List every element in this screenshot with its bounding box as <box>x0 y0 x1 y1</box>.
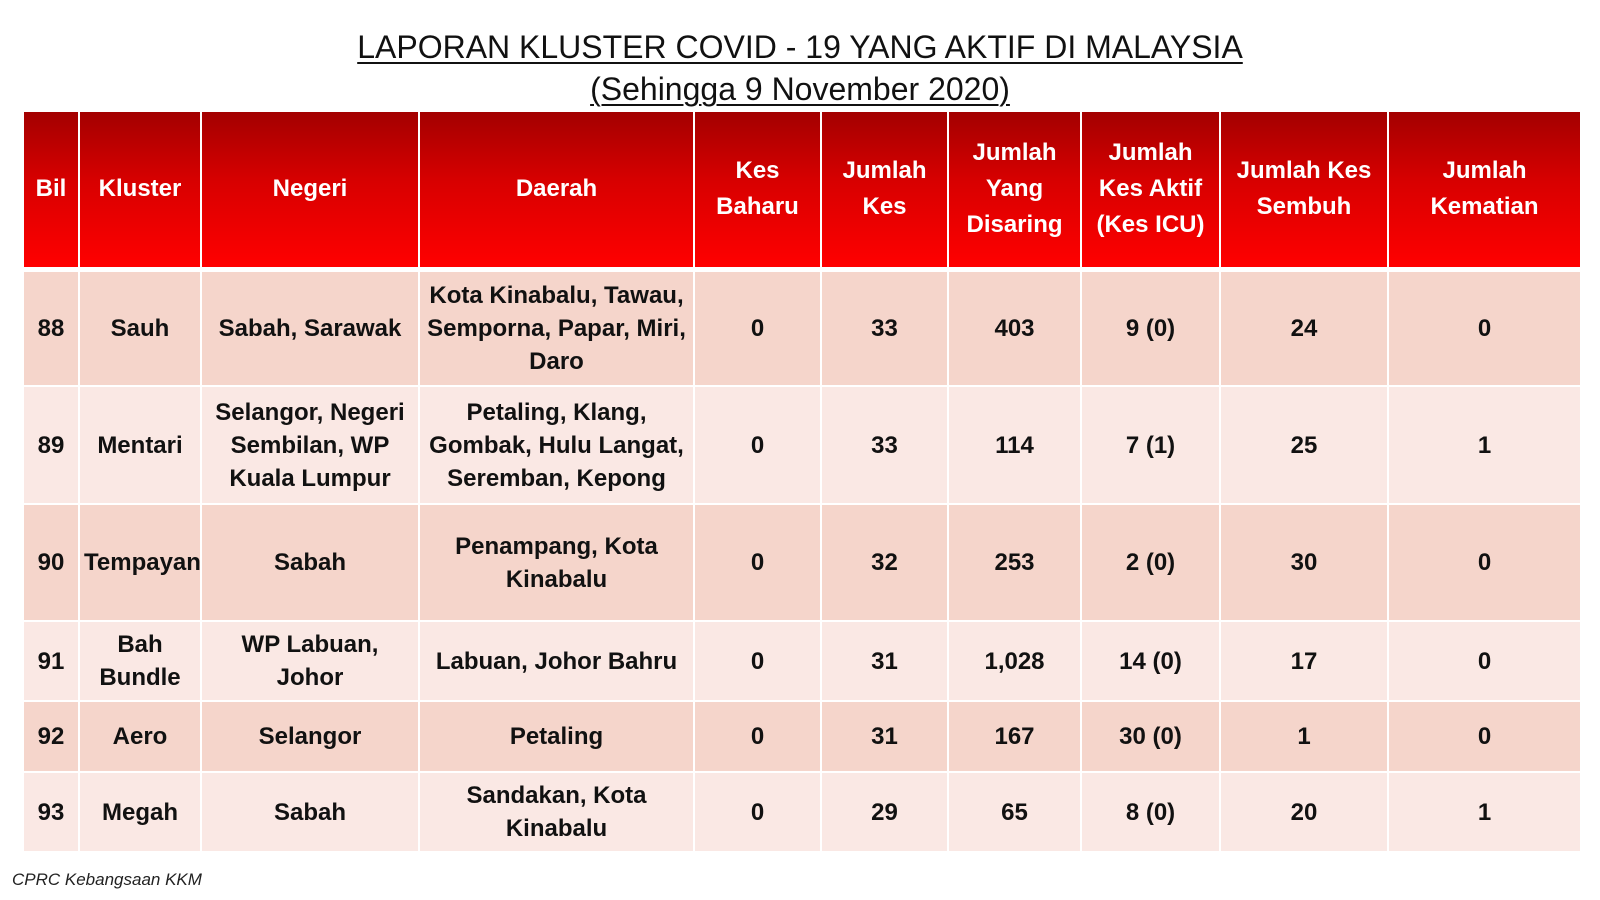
cell-disaring: 253 <box>948 504 1081 621</box>
cell-kluster: Sauh <box>79 269 201 386</box>
header-negeri: Negeri <box>201 111 419 269</box>
table-row <box>23 386 1581 504</box>
cell-daerah: Petaling <box>419 701 694 772</box>
table-row <box>23 701 1581 772</box>
cell-bil: 88 <box>23 269 79 386</box>
cell-kes-sembuh: 20 <box>1220 772 1388 852</box>
cell-kluster: Megah <box>79 772 201 852</box>
cell-kluster: Mentari <box>79 386 201 504</box>
cell-jumlah-kes: 31 <box>821 701 948 772</box>
cell-disaring: 1,028 <box>948 621 1081 701</box>
table-row <box>23 504 1581 621</box>
header-kluster: Kluster <box>79 111 201 269</box>
cell-kes-sembuh: 24 <box>1220 269 1388 386</box>
cell-kematian: 1 <box>1388 772 1581 852</box>
cell-daerah: Labuan, Johor Bahru <box>419 621 694 701</box>
cell-daerah: Sandakan, Kota Kinabalu <box>419 772 694 852</box>
cell-jumlah-kes: 29 <box>821 772 948 852</box>
cell-daerah: Penampang, Kota Kinabalu <box>419 504 694 621</box>
table-row <box>23 772 1581 852</box>
cell-kes-baharu: 0 <box>694 701 821 772</box>
cell-kes-baharu: 0 <box>694 621 821 701</box>
cell-daerah: Petaling, Klang, Gombak, Hulu Langat, Seremban, Kepong <box>419 386 694 504</box>
cell-kes-aktif: 7 (1) <box>1081 386 1220 504</box>
cell-kes-aktif: 30 (0) <box>1081 701 1220 772</box>
cell-kes-baharu: 0 <box>694 504 821 621</box>
cell-negeri: Selangor, Negeri Sembilan, WP Kuala Lumpur <box>201 386 419 504</box>
cell-kematian: 0 <box>1388 504 1581 621</box>
cell-disaring: 114 <box>948 386 1081 504</box>
cell-bil: 92 <box>23 701 79 772</box>
title-line-2: (Sehingga 9 November 2020) <box>590 71 1010 107</box>
header-jumlah-disaring: Jumlah Yang Disaring <box>948 111 1081 269</box>
cell-kes-baharu: 0 <box>694 386 821 504</box>
cell-disaring: 403 <box>948 269 1081 386</box>
table-row <box>23 621 1581 701</box>
header-bil: Bil <box>23 111 79 269</box>
cell-kes-sembuh: 30 <box>1220 504 1388 621</box>
cell-kematian: 0 <box>1388 701 1581 772</box>
cell-bil: 89 <box>23 386 79 504</box>
cluster-table <box>22 110 1582 853</box>
cell-kes-aktif: 8 (0) <box>1081 772 1220 852</box>
source-note: CPRC Kebangsaan KKM <box>12 870 202 889</box>
header-kes-aktif: Jumlah Kes Aktif (Kes ICU) <box>1081 111 1220 269</box>
header-daerah: Daerah <box>419 111 694 269</box>
header-kes-sembuh: Jumlah Kes Sembuh <box>1220 111 1388 269</box>
cell-kluster: Bah Bundle <box>79 621 201 701</box>
cell-negeri: Sabah, Sarawak <box>201 269 419 386</box>
cell-kematian: 1 <box>1388 386 1581 504</box>
cell-disaring: 167 <box>948 701 1081 772</box>
cell-negeri: WP Labuan, Johor <box>201 621 419 701</box>
cell-negeri: Sabah <box>201 772 419 852</box>
cell-negeri: Selangor <box>201 701 419 772</box>
header-kematian: Jumlah Kematian <box>1388 111 1581 269</box>
cell-kes-baharu: 0 <box>694 269 821 386</box>
cell-jumlah-kes: 31 <box>821 621 948 701</box>
cell-kes-sembuh: 1 <box>1220 701 1388 772</box>
header-row <box>23 111 1581 269</box>
cell-kes-sembuh: 17 <box>1220 621 1388 701</box>
cell-bil: 93 <box>23 772 79 852</box>
cell-daerah: Kota Kinabalu, Tawau, Semporna, Papar, Miri, Daro <box>419 269 694 386</box>
header-kes-baharu: Kes Baharu <box>694 111 821 269</box>
title-line-1: LAPORAN KLUSTER COVID - 19 YANG AKTIF DI MALAYSIA <box>357 29 1243 65</box>
cell-kematian: 0 <box>1388 621 1581 701</box>
cell-jumlah-kes: 33 <box>821 386 948 504</box>
header-jumlah-kes: Jumlah Kes <box>821 111 948 269</box>
cell-negeri: Sabah <box>201 504 419 621</box>
cell-kes-sembuh: 25 <box>1220 386 1388 504</box>
report-title <box>0 26 1600 110</box>
cell-bil: 90 <box>23 504 79 621</box>
cell-kes-aktif: 2 (0) <box>1081 504 1220 621</box>
cell-kluster: Aero <box>79 701 201 772</box>
cell-kes-baharu: 0 <box>694 772 821 852</box>
cell-jumlah-kes: 32 <box>821 504 948 621</box>
cell-jumlah-kes: 33 <box>821 269 948 386</box>
cell-kes-aktif: 9 (0) <box>1081 269 1220 386</box>
table-row <box>23 269 1581 386</box>
cell-kes-aktif: 14 (0) <box>1081 621 1220 701</box>
cell-disaring: 65 <box>948 772 1081 852</box>
cell-bil: 91 <box>23 621 79 701</box>
cell-kematian: 0 <box>1388 269 1581 386</box>
cell-kluster: Tempayan <box>79 504 201 621</box>
